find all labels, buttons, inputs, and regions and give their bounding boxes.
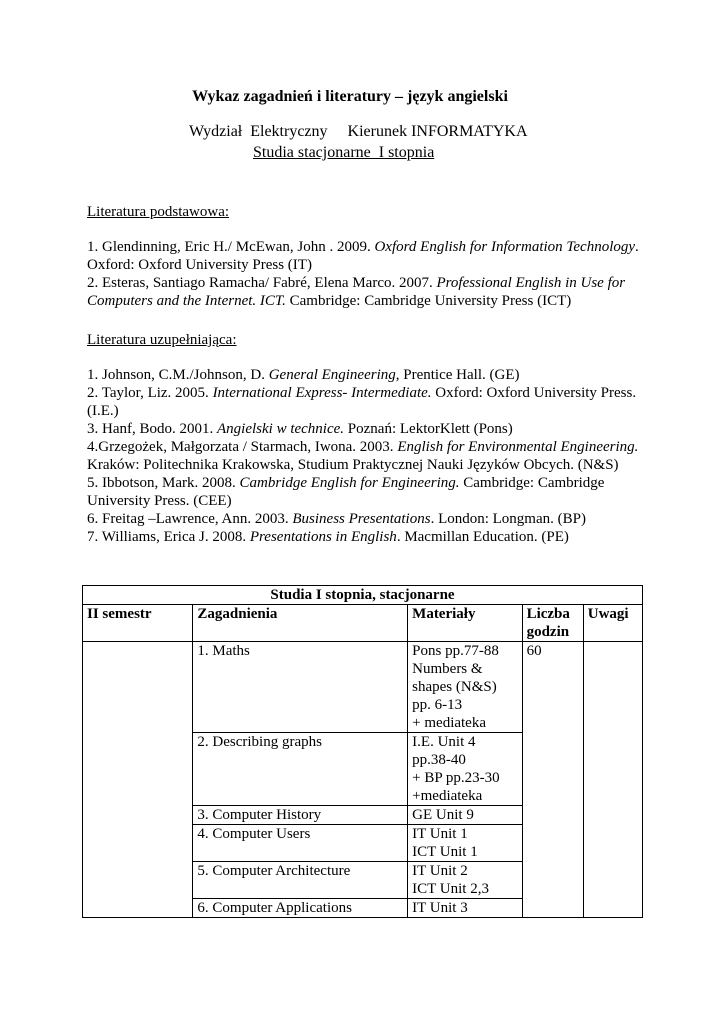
header-notes: Uwagi — [583, 605, 642, 642]
notes-cell — [583, 642, 642, 918]
header-semester: II semestr — [83, 605, 193, 642]
literature-entry: 3. Hanf, Bodo. 2001. Angielski w technice. Poznań: LektorKlett (Pons) — [87, 421, 513, 437]
faculty-line: Wydział Elektryczny Kierunek INFORMATYKA — [189, 123, 528, 140]
document-title: Wykaz zagadnień i literatury – język angielski — [192, 88, 508, 105]
header-topics: Zagadnienia — [193, 605, 408, 642]
schedule-table — [82, 585, 643, 918]
literature-entry: 1. Johnson, C.M./Johnson, D. General Engineering, Prentice Hall. (GE) — [87, 367, 520, 383]
literature-entry: 1. Glendinning, Eric H./ McEwan, John . 2009. Oxford English for Information Technology. Oxford: Oxford University Press (IT) — [87, 239, 639, 273]
literature-entry: 4.Grzegożek, Małgorzata / Starmach, Iwona. 2003. English for Environmental Engineering. Kraków: Politechnika Krakowska, Studium Praktycznej Nauki Języków Obcych. (N&S) — [87, 439, 639, 473]
literature-entry: 6. Freitag –Lawrence, Ann. 2003. Business Presentations. London: Longman. (BP) — [87, 511, 586, 527]
table-caption: Studia I stopnia, stacjonarne — [83, 586, 643, 605]
topic-cell: 5. Computer Architecture — [193, 862, 408, 899]
materials-cell: IT Unit 3 — [408, 899, 522, 918]
materials-cell: IT Unit 2 ICT Unit 2,3 — [408, 862, 522, 899]
header-materials: Materiały — [408, 605, 522, 642]
materials-cell: GE Unit 9 — [408, 806, 522, 825]
topic-cell: 1. Maths — [193, 642, 408, 733]
materials-cell: IT Unit 1 ICT Unit 1 — [408, 825, 522, 862]
semester-cell — [83, 642, 193, 918]
topic-cell: 6. Computer Applications — [193, 899, 408, 918]
supplementary-literature-heading: Literatura uzupełniająca: — [87, 332, 237, 348]
supplementary-literature-list — [87, 366, 647, 546]
study-line: Studia stacjonarne I stopnia — [253, 144, 435, 161]
table-row — [83, 642, 643, 733]
literature-entry: 7. Williams, Erica J. 2008. Presentations in English. Macmillan Education. (PE) — [87, 529, 569, 545]
basic-literature-heading: Literatura podstawowa: — [87, 204, 230, 220]
table-caption-row — [83, 586, 643, 605]
topic-cell: 3. Computer History — [193, 806, 408, 825]
hours-cell: 60 — [522, 642, 583, 918]
basic-literature-list — [87, 238, 647, 310]
header-hours: Liczba godzin — [522, 605, 583, 642]
materials-cell: Pons pp.77-88 Numbers & shapes (N&S) pp. 6-13 + mediateka — [408, 642, 522, 733]
topic-cell: 2. Describing graphs — [193, 733, 408, 806]
topic-cell: 4. Computer Users — [193, 825, 408, 862]
materials-cell: I.E. Unit 4 pp.38-40 + BP pp.23-30 +mediateka — [408, 733, 522, 806]
literature-entry: 5. Ibbotson, Mark. 2008. Cambridge English for Engineering. Cambridge: Cambridge University Press. (CEE) — [87, 475, 605, 509]
literature-entry: 2. Esteras, Santiago Ramacha/ Fabré, Elena Marco. 2007. Professional English in Use for Computers and the Internet. ICT. Cambridge: Cambridge University Press (ICT) — [87, 275, 626, 309]
literature-entry: 2. Taylor, Liz. 2005. International Express- Intermediate. Oxford: Oxford University Press. (I.E.) — [87, 385, 637, 419]
table-header-row — [83, 605, 643, 642]
